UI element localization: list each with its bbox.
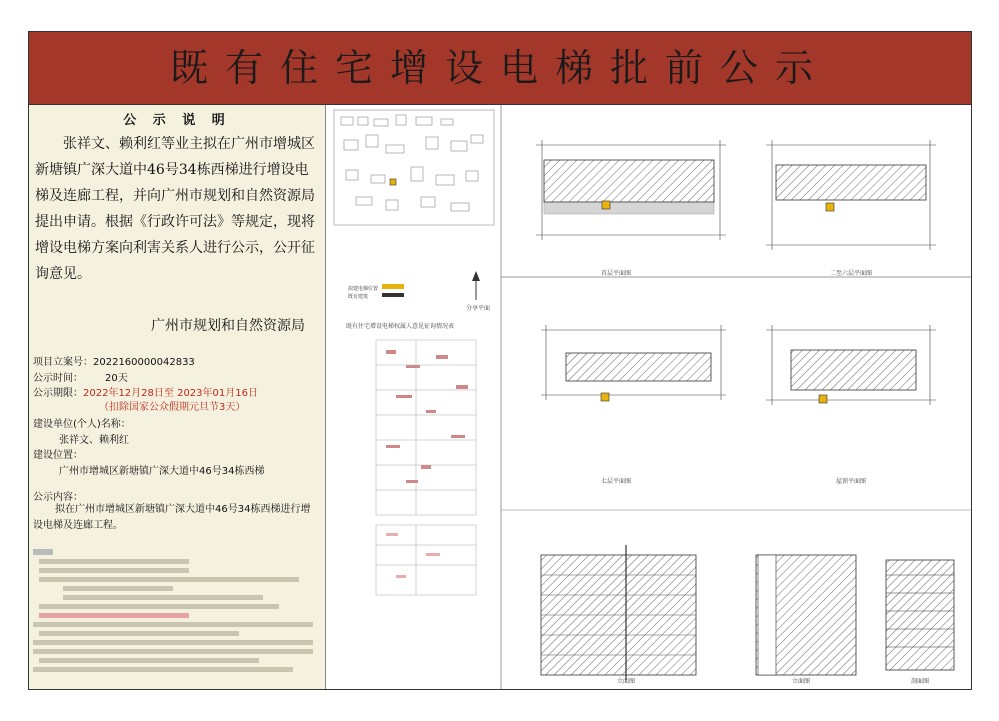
floor-plan-4 <box>766 325 936 485</box>
plan-label-1: 首层平面图 <box>600 270 632 277</box>
plan-label-2: 二至六层平面图 <box>829 270 873 277</box>
title-banner <box>29 32 971 105</box>
notice-panel <box>29 105 326 689</box>
legend <box>348 271 490 312</box>
term-row <box>33 384 258 399</box>
case-number-label: 项目立案号： <box>33 357 93 368</box>
period-label: 公示时间： <box>33 373 83 384</box>
legend-label-2: 既有建筑 <box>348 294 369 300</box>
location-label: 建设位置： <box>33 450 83 461</box>
term-value: 2022年12月28日至 2023年01月16日 <box>83 388 258 399</box>
elevation-label-2: 立面图 <box>791 678 811 685</box>
notice-heading: 公 示 说 明 <box>123 113 231 128</box>
north-arrow-icon <box>472 271 480 281</box>
builder-label: 建设单位(个人)名称： <box>33 419 131 430</box>
elevation-1 <box>541 545 696 685</box>
north-label: 分享平面 <box>466 305 491 312</box>
content-value: 拟在广州市增城区新塘镇广深大道中46号34栋西梯进行增设电梯及连廊工程。 <box>33 504 311 531</box>
elevation-label-1: 立面图 <box>616 678 636 685</box>
drawings-area <box>326 105 971 689</box>
survey-title: 既有住宅增设电梯权属人意见征询情况表 <box>346 323 455 330</box>
site-plan <box>334 110 494 225</box>
period-value: 20天 <box>105 373 128 384</box>
period-row <box>33 369 128 384</box>
case-number: 2022160000042833 <box>93 357 195 368</box>
legend-label-1: 拟建电梯位置 <box>348 286 379 292</box>
elevation-2 <box>756 555 856 685</box>
section-label: 剖面图 <box>910 678 930 685</box>
location-value: 广州市增城区新塘镇广深大道中46号34栋西梯 <box>59 466 265 477</box>
survey-table <box>346 322 476 595</box>
fine-print <box>33 547 321 676</box>
notice-board <box>28 31 972 690</box>
section <box>886 560 954 685</box>
plan-label-3: 七层平面图 <box>600 478 632 485</box>
page-title: 既有住宅增设电梯批前公示 <box>169 46 830 90</box>
drawings-svg <box>326 105 971 689</box>
term-label: 公示期限： <box>33 388 83 399</box>
floor-plan-3 <box>541 325 726 485</box>
term-note: （扣除国家公众假期元旦节3天） <box>99 402 246 413</box>
case-number-row <box>33 353 195 368</box>
plan-label-4: 屋顶平面图 <box>835 478 867 485</box>
floor-plan-1 <box>536 140 726 277</box>
content-label: 公示内容： <box>33 492 83 503</box>
issuing-bureau: 广州市规划和自然资源局 <box>151 318 305 334</box>
builder-value: 张祥文、赖利红 <box>59 435 129 446</box>
notice-paragraph: 张祥文、赖利红等业主拟在广州市增城区新塘镇广深大道中46号34栋西梯进行增设电梯及连廊工程，并向广州市规划和自然资源局提出申请。根据《行政许可法》等规定，现将增设电梯方案向利害关系人进行公示，公开征询意见。 <box>35 136 315 282</box>
floor-plan-2 <box>766 140 936 277</box>
